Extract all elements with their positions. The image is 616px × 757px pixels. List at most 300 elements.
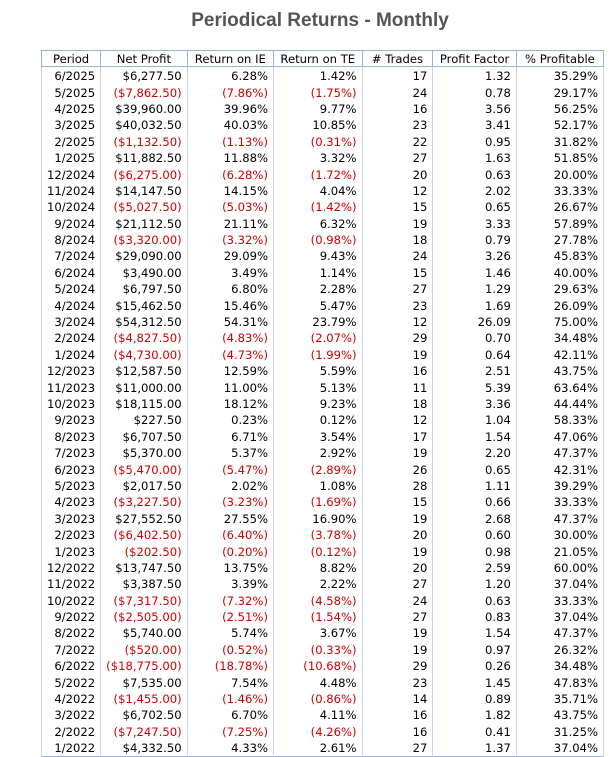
header-return-on-te: Return on TE bbox=[273, 51, 362, 67]
header-trades: # Trades bbox=[362, 51, 433, 67]
cell-profit-factor: 0.63 bbox=[433, 166, 517, 182]
cell-trades: 16 bbox=[362, 101, 433, 117]
cell-return-on-ie: (5.47%) bbox=[187, 461, 273, 477]
cell-net-profit: $27,552.50 bbox=[101, 511, 187, 527]
cell-net-profit: ($6,402.50) bbox=[101, 527, 187, 543]
cell-period: 6/2023 bbox=[42, 461, 101, 477]
cell-percent-profitable: 37.04% bbox=[516, 609, 603, 625]
cell-profit-factor: 1.29 bbox=[433, 281, 517, 297]
cell-return-on-te: (1.69%) bbox=[273, 494, 362, 510]
cell-return-on-ie: 6.28% bbox=[187, 67, 273, 85]
cell-period: 3/2023 bbox=[42, 511, 101, 527]
monthly-returns-table bbox=[41, 50, 604, 757]
cell-period: 7/2022 bbox=[42, 642, 101, 658]
table-row bbox=[42, 560, 604, 576]
cell-return-on-te: (1.42%) bbox=[273, 199, 362, 215]
cell-return-on-ie: (5.03%) bbox=[187, 199, 273, 215]
table-row bbox=[42, 248, 604, 264]
table-row bbox=[42, 740, 604, 757]
cell-return-on-te: (0.31%) bbox=[273, 134, 362, 150]
cell-return-on-ie: (2.51%) bbox=[187, 609, 273, 625]
cell-return-on-ie: 11.88% bbox=[187, 150, 273, 166]
cell-trades: 17 bbox=[362, 67, 433, 85]
cell-percent-profitable: 37.04% bbox=[516, 740, 603, 757]
cell-return-on-ie: (7.32%) bbox=[187, 593, 273, 609]
table-row bbox=[42, 396, 604, 412]
cell-return-on-ie: (7.86%) bbox=[187, 84, 273, 100]
table-row bbox=[42, 494, 604, 510]
cell-percent-profitable: 33.33% bbox=[516, 183, 603, 199]
cell-return-on-ie: 6.71% bbox=[187, 429, 273, 445]
cell-profit-factor: 0.65 bbox=[433, 199, 517, 215]
cell-net-profit: $54,312.50 bbox=[101, 314, 187, 330]
cell-period: 9/2024 bbox=[42, 216, 101, 232]
cell-period: 5/2024 bbox=[42, 281, 101, 297]
cell-return-on-ie: (4.83%) bbox=[187, 330, 273, 346]
cell-period: 2/2025 bbox=[42, 134, 101, 150]
cell-return-on-te: 0.12% bbox=[273, 412, 362, 428]
cell-return-on-te: 2.92% bbox=[273, 445, 362, 461]
cell-percent-profitable: 20.00% bbox=[516, 166, 603, 182]
cell-period: 6/2025 bbox=[42, 67, 101, 85]
cell-net-profit: $7,535.00 bbox=[101, 674, 187, 690]
cell-period: 4/2023 bbox=[42, 494, 101, 510]
cell-trades: 19 bbox=[362, 625, 433, 641]
cell-return-on-ie: 6.70% bbox=[187, 707, 273, 723]
cell-period: 4/2024 bbox=[42, 297, 101, 313]
table-row bbox=[42, 199, 604, 215]
cell-percent-profitable: 60.00% bbox=[516, 560, 603, 576]
cell-trades: 15 bbox=[362, 265, 433, 281]
cell-net-profit: ($1,455.00) bbox=[101, 691, 187, 707]
cell-period: 6/2022 bbox=[42, 658, 101, 674]
header-net-profit: Net Profit bbox=[101, 51, 187, 67]
cell-return-on-te: (2.07%) bbox=[273, 330, 362, 346]
cell-profit-factor: 26.09 bbox=[433, 314, 517, 330]
cell-profit-factor: 0.64 bbox=[433, 347, 517, 363]
cell-profit-factor: 0.65 bbox=[433, 461, 517, 477]
cell-profit-factor: 1.32 bbox=[433, 67, 517, 85]
cell-return-on-ie: 11.00% bbox=[187, 379, 273, 395]
cell-percent-profitable: 58.33% bbox=[516, 412, 603, 428]
cell-profit-factor: 0.41 bbox=[433, 724, 517, 740]
cell-period: 2/2023 bbox=[42, 527, 101, 543]
cell-profit-factor: 0.79 bbox=[433, 232, 517, 248]
cell-period: 11/2024 bbox=[42, 183, 101, 199]
cell-profit-factor: 1.54 bbox=[433, 625, 517, 641]
cell-profit-factor: 2.51 bbox=[433, 363, 517, 379]
cell-profit-factor: 2.59 bbox=[433, 560, 517, 576]
cell-trades: 15 bbox=[362, 494, 433, 510]
cell-trades: 27 bbox=[362, 576, 433, 592]
cell-trades: 29 bbox=[362, 658, 433, 674]
cell-profit-factor: 3.26 bbox=[433, 248, 517, 264]
cell-net-profit: ($2,505.00) bbox=[101, 609, 187, 625]
cell-return-on-te: (0.33%) bbox=[273, 642, 362, 658]
cell-net-profit: ($4,730.00) bbox=[101, 347, 187, 363]
cell-profit-factor: 3.41 bbox=[433, 117, 517, 133]
cell-net-profit: $15,462.50 bbox=[101, 297, 187, 313]
cell-profit-factor: 2.68 bbox=[433, 511, 517, 527]
cell-trades: 27 bbox=[362, 150, 433, 166]
cell-period: 11/2022 bbox=[42, 576, 101, 592]
cell-period: 2/2022 bbox=[42, 724, 101, 740]
table-row bbox=[42, 461, 604, 477]
cell-trades: 19 bbox=[362, 347, 433, 363]
cell-percent-profitable: 47.37% bbox=[516, 445, 603, 461]
cell-percent-profitable: 26.09% bbox=[516, 297, 603, 313]
cell-return-on-te: (1.99%) bbox=[273, 347, 362, 363]
cell-return-on-ie: 27.55% bbox=[187, 511, 273, 527]
table-row bbox=[42, 134, 604, 150]
cell-return-on-ie: 5.37% bbox=[187, 445, 273, 461]
cell-trades: 24 bbox=[362, 248, 433, 264]
cell-percent-profitable: 51.85% bbox=[516, 150, 603, 166]
cell-return-on-te: 16.90% bbox=[273, 511, 362, 527]
cell-return-on-te: (1.72%) bbox=[273, 166, 362, 182]
cell-return-on-te: 1.42% bbox=[273, 67, 362, 85]
cell-profit-factor: 0.98 bbox=[433, 543, 517, 559]
cell-trades: 12 bbox=[362, 412, 433, 428]
table-row bbox=[42, 576, 604, 592]
cell-period: 7/2023 bbox=[42, 445, 101, 461]
cell-net-profit: $18,115.00 bbox=[101, 396, 187, 412]
cell-return-on-te: 9.77% bbox=[273, 101, 362, 117]
cell-return-on-te: 1.08% bbox=[273, 478, 362, 494]
cell-profit-factor: 5.39 bbox=[433, 379, 517, 395]
cell-net-profit: $6,707.50 bbox=[101, 429, 187, 445]
cell-return-on-ie: 54.31% bbox=[187, 314, 273, 330]
cell-return-on-te: 2.28% bbox=[273, 281, 362, 297]
header-percent-profitable: % Profitable bbox=[516, 51, 603, 67]
cell-net-profit: ($4,827.50) bbox=[101, 330, 187, 346]
cell-net-profit: $3,387.50 bbox=[101, 576, 187, 592]
table-row bbox=[42, 183, 604, 199]
cell-trades: 27 bbox=[362, 740, 433, 757]
cell-period: 3/2022 bbox=[42, 707, 101, 723]
cell-return-on-te: 3.32% bbox=[273, 150, 362, 166]
cell-trades: 12 bbox=[362, 314, 433, 330]
cell-return-on-te: (4.26%) bbox=[273, 724, 362, 740]
cell-return-on-ie: (1.46%) bbox=[187, 691, 273, 707]
cell-percent-profitable: 21.05% bbox=[516, 543, 603, 559]
cell-return-on-ie: 6.80% bbox=[187, 281, 273, 297]
cell-net-profit: $3,490.00 bbox=[101, 265, 187, 281]
cell-percent-profitable: 52.17% bbox=[516, 117, 603, 133]
cell-net-profit: $40,032.50 bbox=[101, 117, 187, 133]
cell-percent-profitable: 33.33% bbox=[516, 494, 603, 510]
cell-net-profit: $6,702.50 bbox=[101, 707, 187, 723]
table-row bbox=[42, 445, 604, 461]
header-period: Period bbox=[42, 51, 101, 67]
cell-period: 1/2022 bbox=[42, 740, 101, 757]
cell-return-on-te: (0.86%) bbox=[273, 691, 362, 707]
table-row bbox=[42, 642, 604, 658]
cell-return-on-ie: 14.15% bbox=[187, 183, 273, 199]
table-row bbox=[42, 379, 604, 395]
cell-return-on-ie: 15.46% bbox=[187, 297, 273, 313]
cell-percent-profitable: 47.06% bbox=[516, 429, 603, 445]
table-row bbox=[42, 609, 604, 625]
cell-period: 9/2023 bbox=[42, 412, 101, 428]
cell-profit-factor: 1.63 bbox=[433, 150, 517, 166]
cell-net-profit: $2,017.50 bbox=[101, 478, 187, 494]
cell-percent-profitable: 31.25% bbox=[516, 724, 603, 740]
cell-profit-factor: 1.20 bbox=[433, 576, 517, 592]
cell-trades: 23 bbox=[362, 674, 433, 690]
cell-trades: 19 bbox=[362, 511, 433, 527]
cell-percent-profitable: 26.32% bbox=[516, 642, 603, 658]
cell-trades: 27 bbox=[362, 281, 433, 297]
cell-return-on-te: 3.67% bbox=[273, 625, 362, 641]
cell-trades: 22 bbox=[362, 134, 433, 150]
cell-profit-factor: 1.45 bbox=[433, 674, 517, 690]
cell-return-on-ie: 18.12% bbox=[187, 396, 273, 412]
cell-net-profit: $227.50 bbox=[101, 412, 187, 428]
cell-return-on-ie: (0.20%) bbox=[187, 543, 273, 559]
cell-percent-profitable: 47.83% bbox=[516, 674, 603, 690]
cell-percent-profitable: 26.67% bbox=[516, 199, 603, 215]
cell-return-on-ie: 2.02% bbox=[187, 478, 273, 494]
cell-percent-profitable: 34.48% bbox=[516, 658, 603, 674]
cell-trades: 27 bbox=[362, 609, 433, 625]
cell-trades: 18 bbox=[362, 232, 433, 248]
cell-return-on-ie: (6.40%) bbox=[187, 527, 273, 543]
table-row bbox=[42, 347, 604, 363]
header-row bbox=[42, 51, 604, 67]
cell-profit-factor: 3.36 bbox=[433, 396, 517, 412]
cell-return-on-te: 5.47% bbox=[273, 297, 362, 313]
cell-profit-factor: 0.63 bbox=[433, 593, 517, 609]
cell-period: 4/2025 bbox=[42, 101, 101, 117]
cell-return-on-te: 10.85% bbox=[273, 117, 362, 133]
table-row bbox=[42, 429, 604, 445]
cell-trades: 20 bbox=[362, 527, 433, 543]
cell-net-profit: $6,797.50 bbox=[101, 281, 187, 297]
cell-return-on-te: (1.54%) bbox=[273, 609, 362, 625]
cell-profit-factor: 1.69 bbox=[433, 297, 517, 313]
cell-return-on-te: 9.43% bbox=[273, 248, 362, 264]
cell-return-on-te: 23.79% bbox=[273, 314, 362, 330]
cell-period: 8/2023 bbox=[42, 429, 101, 445]
table-row bbox=[42, 478, 604, 494]
cell-percent-profitable: 39.29% bbox=[516, 478, 603, 494]
cell-percent-profitable: 35.71% bbox=[516, 691, 603, 707]
cell-net-profit: ($5,470.00) bbox=[101, 461, 187, 477]
cell-trades: 20 bbox=[362, 166, 433, 182]
cell-net-profit: ($520.00) bbox=[101, 642, 187, 658]
cell-profit-factor: 1.46 bbox=[433, 265, 517, 281]
cell-profit-factor: 0.66 bbox=[433, 494, 517, 510]
cell-profit-factor: 0.83 bbox=[433, 609, 517, 625]
cell-percent-profitable: 42.31% bbox=[516, 461, 603, 477]
cell-net-profit: ($7,317.50) bbox=[101, 593, 187, 609]
cell-net-profit: ($6,275.00) bbox=[101, 166, 187, 182]
cell-trades: 26 bbox=[362, 461, 433, 477]
cell-profit-factor: 1.37 bbox=[433, 740, 517, 757]
cell-net-profit: ($7,862.50) bbox=[101, 84, 187, 100]
cell-percent-profitable: 56.25% bbox=[516, 101, 603, 117]
cell-return-on-te: 4.48% bbox=[273, 674, 362, 690]
cell-period: 5/2023 bbox=[42, 478, 101, 494]
cell-profit-factor: 3.56 bbox=[433, 101, 517, 117]
cell-return-on-ie: 5.74% bbox=[187, 625, 273, 641]
cell-profit-factor: 0.78 bbox=[433, 84, 517, 100]
table-row bbox=[42, 412, 604, 428]
cell-period: 10/2022 bbox=[42, 593, 101, 609]
cell-percent-profitable: 27.78% bbox=[516, 232, 603, 248]
cell-period: 5/2025 bbox=[42, 84, 101, 100]
table-row bbox=[42, 527, 604, 543]
cell-return-on-ie: 40.03% bbox=[187, 117, 273, 133]
cell-return-on-te: (3.78%) bbox=[273, 527, 362, 543]
table-row bbox=[42, 150, 604, 166]
cell-net-profit: $14,147.50 bbox=[101, 183, 187, 199]
cell-net-profit: $13,747.50 bbox=[101, 560, 187, 576]
cell-profit-factor: 0.95 bbox=[433, 134, 517, 150]
cell-net-profit: ($202.50) bbox=[101, 543, 187, 559]
cell-period: 12/2023 bbox=[42, 363, 101, 379]
cell-percent-profitable: 40.00% bbox=[516, 265, 603, 281]
cell-trades: 28 bbox=[362, 478, 433, 494]
cell-profit-factor: 0.97 bbox=[433, 642, 517, 658]
cell-return-on-ie: 0.23% bbox=[187, 412, 273, 428]
cell-return-on-te: 1.14% bbox=[273, 265, 362, 281]
cell-net-profit: $29,090.00 bbox=[101, 248, 187, 264]
cell-return-on-te: 5.59% bbox=[273, 363, 362, 379]
page-title: Periodical Returns - Monthly bbox=[191, 10, 449, 31]
cell-return-on-te: 2.61% bbox=[273, 740, 362, 757]
cell-return-on-ie: (4.73%) bbox=[187, 347, 273, 363]
cell-period: 3/2024 bbox=[42, 314, 101, 330]
cell-profit-factor: 0.60 bbox=[433, 527, 517, 543]
cell-return-on-te: 8.82% bbox=[273, 560, 362, 576]
cell-net-profit: $39,960.00 bbox=[101, 101, 187, 117]
cell-percent-profitable: 35.29% bbox=[516, 67, 603, 85]
cell-net-profit: $6,277.50 bbox=[101, 67, 187, 85]
cell-period: 1/2025 bbox=[42, 150, 101, 166]
cell-trades: 17 bbox=[362, 429, 433, 445]
cell-return-on-ie: (3.23%) bbox=[187, 494, 273, 510]
cell-return-on-ie: (6.28%) bbox=[187, 166, 273, 182]
cell-return-on-ie: 3.49% bbox=[187, 265, 273, 281]
cell-net-profit: $12,587.50 bbox=[101, 363, 187, 379]
cell-return-on-ie: (3.32%) bbox=[187, 232, 273, 248]
table-row bbox=[42, 67, 604, 85]
cell-profit-factor: 2.20 bbox=[433, 445, 517, 461]
table-row bbox=[42, 265, 604, 281]
cell-return-on-te: (4.58%) bbox=[273, 593, 362, 609]
cell-return-on-ie: 12.59% bbox=[187, 363, 273, 379]
cell-profit-factor: 2.02 bbox=[433, 183, 517, 199]
cell-return-on-te: 4.04% bbox=[273, 183, 362, 199]
table-row bbox=[42, 117, 604, 133]
cell-period: 3/2025 bbox=[42, 117, 101, 133]
cell-return-on-ie: 7.54% bbox=[187, 674, 273, 690]
table-row bbox=[42, 101, 604, 117]
cell-net-profit: $11,882.50 bbox=[101, 150, 187, 166]
cell-profit-factor: 0.89 bbox=[433, 691, 517, 707]
cell-net-profit: $11,000.00 bbox=[101, 379, 187, 395]
cell-return-on-ie: 13.75% bbox=[187, 560, 273, 576]
cell-period: 10/2024 bbox=[42, 199, 101, 215]
cell-trades: 11 bbox=[362, 379, 433, 395]
cell-return-on-ie: (0.52%) bbox=[187, 642, 273, 658]
cell-return-on-ie: 3.39% bbox=[187, 576, 273, 592]
cell-return-on-te: 3.54% bbox=[273, 429, 362, 445]
cell-trades: 12 bbox=[362, 183, 433, 199]
cell-percent-profitable: 44.44% bbox=[516, 396, 603, 412]
cell-trades: 14 bbox=[362, 691, 433, 707]
cell-percent-profitable: 34.48% bbox=[516, 330, 603, 346]
cell-return-on-te: 5.13% bbox=[273, 379, 362, 395]
table-row bbox=[42, 511, 604, 527]
cell-trades: 19 bbox=[362, 445, 433, 461]
cell-return-on-te: 6.32% bbox=[273, 216, 362, 232]
cell-percent-profitable: 63.64% bbox=[516, 379, 603, 395]
cell-percent-profitable: 30.00% bbox=[516, 527, 603, 543]
cell-profit-factor: 0.70 bbox=[433, 330, 517, 346]
cell-return-on-te: (1.75%) bbox=[273, 84, 362, 100]
cell-profit-factor: 1.82 bbox=[433, 707, 517, 723]
table-row bbox=[42, 691, 604, 707]
cell-trades: 23 bbox=[362, 297, 433, 313]
cell-return-on-te: 4.11% bbox=[273, 707, 362, 723]
cell-return-on-ie: (18.78%) bbox=[187, 658, 273, 674]
cell-percent-profitable: 75.00% bbox=[516, 314, 603, 330]
cell-trades: 15 bbox=[362, 199, 433, 215]
cell-return-on-te: (0.12%) bbox=[273, 543, 362, 559]
table-row bbox=[42, 658, 604, 674]
cell-period: 9/2022 bbox=[42, 609, 101, 625]
cell-period: 5/2022 bbox=[42, 674, 101, 690]
cell-net-profit: ($3,227.50) bbox=[101, 494, 187, 510]
cell-return-on-ie: (1.13%) bbox=[187, 134, 273, 150]
cell-trades: 29 bbox=[362, 330, 433, 346]
cell-trades: 24 bbox=[362, 593, 433, 609]
table-row bbox=[42, 363, 604, 379]
cell-period: 6/2024 bbox=[42, 265, 101, 281]
cell-period: 11/2023 bbox=[42, 379, 101, 395]
cell-trades: 16 bbox=[362, 724, 433, 740]
cell-trades: 18 bbox=[362, 396, 433, 412]
cell-period: 7/2024 bbox=[42, 248, 101, 264]
cell-net-profit: $21,112.50 bbox=[101, 216, 187, 232]
cell-percent-profitable: 29.17% bbox=[516, 84, 603, 100]
cell-percent-profitable: 47.37% bbox=[516, 511, 603, 527]
cell-trades: 24 bbox=[362, 84, 433, 100]
table-row bbox=[42, 84, 604, 100]
cell-trades: 19 bbox=[362, 642, 433, 658]
cell-percent-profitable: 45.83% bbox=[516, 248, 603, 264]
cell-percent-profitable: 43.75% bbox=[516, 363, 603, 379]
cell-net-profit: ($7,247.50) bbox=[101, 724, 187, 740]
cell-return-on-te: (10.68%) bbox=[273, 658, 362, 674]
cell-return-on-ie: (7.25%) bbox=[187, 724, 273, 740]
cell-trades: 16 bbox=[362, 707, 433, 723]
cell-percent-profitable: 47.37% bbox=[516, 625, 603, 641]
cell-percent-profitable: 43.75% bbox=[516, 707, 603, 723]
table-row bbox=[42, 232, 604, 248]
cell-percent-profitable: 33.33% bbox=[516, 593, 603, 609]
cell-profit-factor: 1.11 bbox=[433, 478, 517, 494]
table-row bbox=[42, 593, 604, 609]
cell-net-profit: ($18,775.00) bbox=[101, 658, 187, 674]
table-row bbox=[42, 543, 604, 559]
table-row bbox=[42, 707, 604, 723]
cell-trades: 16 bbox=[362, 363, 433, 379]
cell-trades: 20 bbox=[362, 560, 433, 576]
